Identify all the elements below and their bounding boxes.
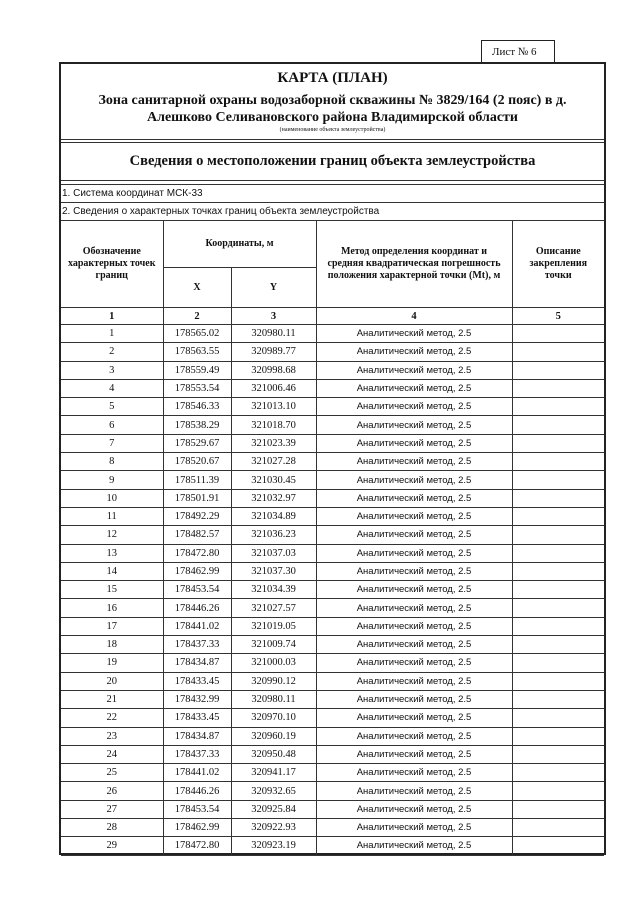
method: Аналитический метод, 2.5 [316,654,512,672]
method: Аналитический метод, 2.5 [316,544,512,562]
coord-x: 178434.87 [163,727,231,745]
point-id: 7 [61,434,163,452]
object-name-caption: (наименование объекта землеустройства) [279,127,386,133]
coord-x: 178453.54 [163,581,231,599]
coord-x: 178529.67 [163,434,231,452]
description [512,526,604,544]
table-row [61,709,604,727]
coord-x: 178433.45 [163,672,231,690]
coord-x: 178520.67 [163,453,231,471]
table-row [61,526,604,544]
method: Аналитический метод, 2.5 [316,819,512,837]
method: Аналитический метод, 2.5 [316,453,512,471]
coord-y: 321037.03 [231,544,316,562]
description [512,654,604,672]
description [512,800,604,818]
point-id: 13 [61,544,163,562]
table-row [61,819,604,837]
point-id: 19 [61,654,163,672]
column-number: 2 [163,308,231,325]
point-id: 11 [61,507,163,525]
description [512,544,604,562]
coord-y: 320998.68 [231,361,316,379]
point-id: 20 [61,672,163,690]
point-id: 9 [61,471,163,489]
point-id: 27 [61,800,163,818]
coord-x: 178563.55 [163,343,231,361]
column-number: 1 [61,308,163,325]
point-id: 22 [61,709,163,727]
header-y: Y [231,268,316,308]
coord-x: 178437.33 [163,636,231,654]
table-row [61,398,604,416]
coord-y: 321030.45 [231,471,316,489]
coord-y: 321000.03 [231,654,316,672]
header-description: Описание закрепления точки [512,221,604,308]
description [512,325,604,343]
coord-y: 320922.93 [231,819,316,837]
table-row [61,672,604,690]
method: Аналитический метод, 2.5 [316,764,512,782]
table-row [61,489,604,507]
table-row [61,379,604,397]
method: Аналитический метод, 2.5 [316,782,512,800]
method: Аналитический метод, 2.5 [316,489,512,507]
object-name-line1: Зона санитарной охраны водозаборной скважины № 3829/164 (2 пояс) в д. [98,93,567,108]
point-id: 12 [61,526,163,544]
point-id: 29 [61,837,163,855]
coord-y: 321013.10 [231,398,316,416]
description [512,398,604,416]
document-title: КАРТА (ПЛАН) [277,70,388,86]
coord-x: 178462.99 [163,819,231,837]
coord-y: 321036.23 [231,526,316,544]
coord-y: 320941.17 [231,764,316,782]
method: Аналитический метод, 2.5 [316,507,512,525]
table-row [61,745,604,763]
method: Аналитический метод, 2.5 [316,398,512,416]
point-id: 10 [61,489,163,507]
point-id: 3 [61,361,163,379]
coord-y: 321019.05 [231,617,316,635]
coord-x: 178437.33 [163,745,231,763]
description [512,819,604,837]
coord-x: 178472.80 [163,837,231,855]
object-name [61,92,604,126]
description [512,636,604,654]
coord-x: 178511.39 [163,471,231,489]
method: Аналитический метод, 2.5 [316,599,512,617]
coord-x: 178546.33 [163,398,231,416]
method: Аналитический метод, 2.5 [316,434,512,452]
table-row [61,343,604,361]
coord-y: 321034.39 [231,581,316,599]
description [512,343,604,361]
point-id: 18 [61,636,163,654]
point-id: 21 [61,690,163,708]
method: Аналитический метод, 2.5 [316,562,512,580]
column-number: 5 [512,308,604,325]
point-id: 15 [61,581,163,599]
method: Аналитический метод, 2.5 [316,471,512,489]
coord-y: 320989.77 [231,343,316,361]
coord-y: 320932.65 [231,782,316,800]
table-row [61,507,604,525]
method: Аналитический метод, 2.5 [316,581,512,599]
coord-y: 321027.28 [231,453,316,471]
description [512,599,604,617]
point-id: 16 [61,599,163,617]
coord-y: 320923.19 [231,837,316,855]
points-heading: 2. Сведения о характерных точках границ объекта землеустройства [62,206,380,217]
method: Аналитический метод, 2.5 [316,745,512,763]
table-row [61,581,604,599]
column-numbers-row [61,308,604,325]
coord-y: 321037.30 [231,562,316,580]
sheet-number: Лист № 6 [481,40,555,62]
description [512,764,604,782]
coord-x: 178565.02 [163,325,231,343]
description [512,617,604,635]
coord-x: 178553.54 [163,379,231,397]
coord-y: 321023.39 [231,434,316,452]
table-row [61,325,604,343]
points-table [61,220,604,856]
table-row [61,764,604,782]
point-id: 5 [61,398,163,416]
method: Аналитический метод, 2.5 [316,379,512,397]
table-row [61,599,604,617]
table-row [61,837,604,855]
description [512,581,604,599]
point-id: 1 [61,325,163,343]
description [512,782,604,800]
point-id: 6 [61,416,163,434]
method: Аналитический метод, 2.5 [316,416,512,434]
header-designation: Обозначение характерных точек границ [61,221,163,308]
table-row [61,416,604,434]
coord-x: 178538.29 [163,416,231,434]
description [512,361,604,379]
coord-x: 178446.26 [163,599,231,617]
point-id: 14 [61,562,163,580]
coord-x: 178434.87 [163,654,231,672]
table-row [61,727,604,745]
description [512,471,604,489]
method: Аналитический метод, 2.5 [316,343,512,361]
document-frame [59,62,606,855]
description [512,416,604,434]
method: Аналитический метод, 2.5 [316,690,512,708]
point-id: 23 [61,727,163,745]
table-row [61,636,604,654]
description [512,379,604,397]
method: Аналитический метод, 2.5 [316,617,512,635]
table-row [61,434,604,452]
point-id: 24 [61,745,163,763]
coord-x: 178453.54 [163,800,231,818]
coord-y: 320990.12 [231,672,316,690]
description [512,709,604,727]
coord-y: 321032.97 [231,489,316,507]
coord-x: 178482.57 [163,526,231,544]
coord-y: 321009.74 [231,636,316,654]
coord-y: 321006.46 [231,379,316,397]
header-coords: Координаты, м [163,221,316,268]
point-id: 26 [61,782,163,800]
point-id: 2 [61,343,163,361]
coord-y: 320960.19 [231,727,316,745]
table-row [61,544,604,562]
table-row [61,782,604,800]
section-title: Сведения о местоположении границ объекта землеустройства [61,142,604,181]
point-id: 28 [61,819,163,837]
method: Аналитический метод, 2.5 [316,361,512,379]
description [512,837,604,855]
table-row [61,453,604,471]
object-name-line2: Алешково Селивановского района Владимирской области [147,110,518,125]
coord-x: 178433.45 [163,709,231,727]
coord-system: 1. Система координат МСК-33 [61,184,604,203]
table-row [61,471,604,489]
method: Аналитический метод, 2.5 [316,800,512,818]
table-row [61,690,604,708]
coord-x: 178559.49 [163,361,231,379]
description [512,727,604,745]
coord-x: 178432.99 [163,690,231,708]
column-number: 4 [316,308,512,325]
coord-y: 320980.11 [231,325,316,343]
coord-x: 178446.26 [163,782,231,800]
method: Аналитический метод, 2.5 [316,727,512,745]
table-row [61,617,604,635]
description [512,453,604,471]
point-id: 4 [61,379,163,397]
description [512,562,604,580]
coord-y: 320970.10 [231,709,316,727]
point-id: 25 [61,764,163,782]
table-row [61,361,604,379]
description [512,745,604,763]
point-id: 8 [61,453,163,471]
coord-x: 178441.02 [163,764,231,782]
coord-y: 321034.89 [231,507,316,525]
header-method: Метод определения координат и средняя квадратическая погрешность положения характерной точки (Mt), м [316,221,512,308]
method: Аналитический метод, 2.5 [316,709,512,727]
coord-x: 178501.91 [163,489,231,507]
method: Аналитический метод, 2.5 [316,526,512,544]
header-x: X [163,268,231,308]
column-number: 3 [231,308,316,325]
method: Аналитический метод, 2.5 [316,636,512,654]
description [512,489,604,507]
coord-y: 321018.70 [231,416,316,434]
description [512,507,604,525]
coord-x: 178462.99 [163,562,231,580]
title-block [61,64,604,140]
coord-y: 321027.57 [231,599,316,617]
method: Аналитический метод, 2.5 [316,325,512,343]
table-row [61,654,604,672]
method: Аналитический метод, 2.5 [316,672,512,690]
description [512,434,604,452]
coord-y: 320925.84 [231,800,316,818]
description [512,672,604,690]
coord-x: 178472.80 [163,544,231,562]
coord-x: 178492.29 [163,507,231,525]
table-row [61,800,604,818]
coord-x: 178441.02 [163,617,231,635]
coord-y: 320950.48 [231,745,316,763]
method: Аналитический метод, 2.5 [316,837,512,855]
description [512,690,604,708]
point-id: 17 [61,617,163,635]
coord-y: 320980.11 [231,690,316,708]
table-row [61,562,604,580]
